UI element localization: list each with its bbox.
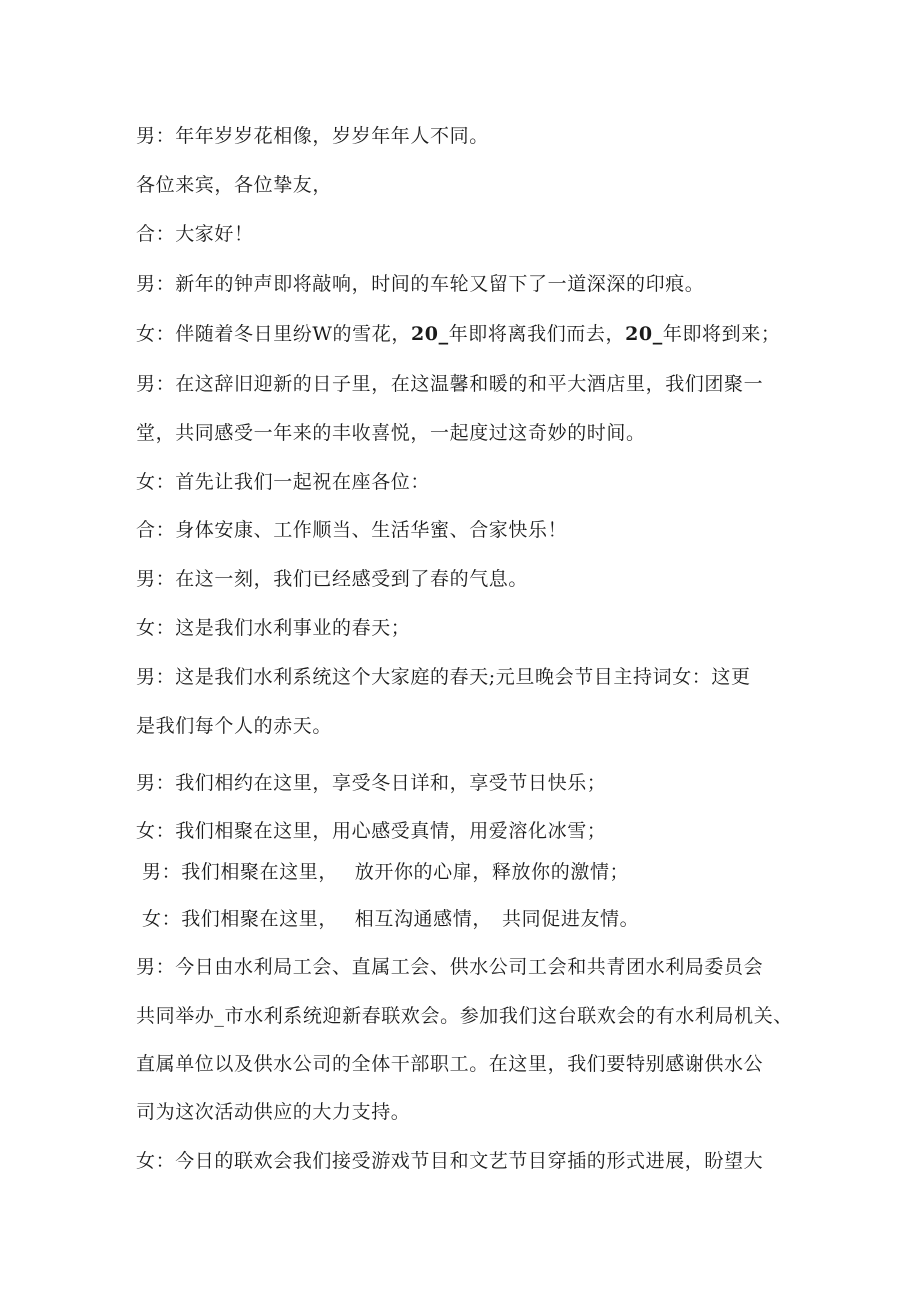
- text-line: 男：在这辞旧迎新的日子里，在这温馨和暖的和平大酒店里，我们团聚一: [136, 373, 764, 395]
- text-line: 男：新年的钟声即将敲响，时间的车轮又留下了一道深深的印痕。: [136, 273, 705, 295]
- year-placeholder: 20_: [625, 323, 663, 345]
- year-placeholder: 20_: [410, 323, 449, 345]
- text-line: 合：身体安康、工作顺当、生活华蜜、合家快乐！: [136, 519, 568, 541]
- text-line: 男：年年岁岁花相像，岁岁年年人不同。: [136, 125, 489, 147]
- text-line: [136, 322, 780, 346]
- text-line: 堂，共同感受一年来的丰收喜悦，一起度过这奇妙的时间。: [136, 422, 646, 444]
- text-line: 女：首先让我们一起祝在座各位：: [136, 471, 431, 493]
- text-line: 是我们每个人的赤天。: [136, 715, 333, 737]
- text-segment: 年即将到来；: [662, 323, 781, 345]
- text-line: 直属单位以及供水公司的全体干部职工。在这里，我们要特别感谢供水公: [136, 1053, 764, 1075]
- text-line: 男：在这一刻，我们已经感受到了春的气息。: [136, 568, 529, 590]
- text-segment: 年即将离我们而去，: [448, 323, 626, 345]
- text-line: 各位来宾，各位挚友，: [136, 174, 333, 196]
- text-line: 男：我们相约在这里，享受冬日详和，享受节日快乐；: [136, 772, 607, 794]
- text-line: 女：我们相聚在这里，用心感受真情，用爱溶化冰雪；: [136, 820, 607, 842]
- text-line: 共同举办_市水利系统迎新春联欢会。参加我们这台联欢会的有水利局机关、: [136, 1005, 793, 1027]
- text-line: 女：这是我们水利事业的春天；: [136, 617, 411, 639]
- text-segment: 女：伴随着冬日里纷W的雪花，: [136, 323, 411, 345]
- text-line: 男：今日由水利局工会、直属工会、供水公司工会和共青团水利局委员会: [136, 956, 764, 978]
- text-line: 女：我们相聚在这里， 相互沟通感情， 共同促进友情。: [142, 908, 640, 930]
- text-line: 女：今日的联欢会我们接受游戏节目和文艺节目穿插的形式进展，盼望大: [136, 1150, 764, 1172]
- text-line: 男：我们相聚在这里， 放开你的心扉，释放你的激情；: [142, 861, 630, 883]
- text-line: 男：这是我们水利系统这个大家庭的春天;元旦晚会节目主持词女：这更: [136, 666, 751, 688]
- text-line: 司为这次活动供应的大力支持。: [136, 1101, 411, 1123]
- text-line: 合：大家好！: [136, 223, 254, 245]
